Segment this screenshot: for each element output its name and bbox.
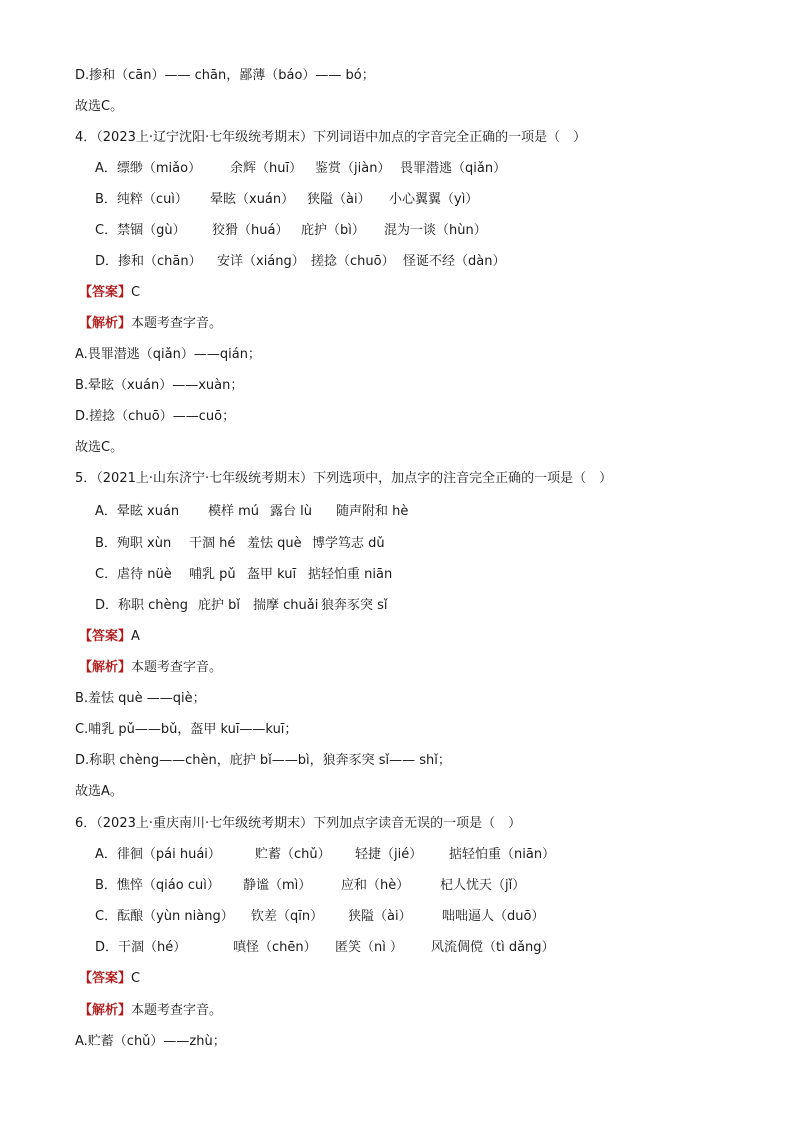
option-item: 混为一谈（hùn）: [384, 223, 487, 238]
analysis-text: 本题考查字音。: [131, 1003, 223, 1018]
q4-option-d: [95, 253, 505, 271]
carryover-correction: D.掺和（cān）—— chān，鄙薄（báo）—— bó；: [75, 68, 375, 83]
option-item: 余辉（huī）: [230, 161, 303, 176]
analysis-tag: 【解析】: [79, 316, 132, 331]
option-item: 干涸 hé: [189, 536, 236, 551]
q6-stem: 6．（2023上·重庆南川·七年级统考期末）下列加点字读音无误的一项是（ ）: [75, 816, 522, 831]
q4-stem: 4．（2023上·辽宁沈阳·七年级统考期末）下列词语中加点的字音完全正确的一项是（ ）: [75, 130, 587, 145]
option-item: 羞怯 què: [247, 536, 302, 551]
option-item: D．干涸（hé）: [95, 940, 187, 955]
option-item: D．称职 chèng: [95, 598, 189, 613]
q4-conclusion: 故选C。: [75, 440, 124, 455]
option-item: 鉴赏（jiàn）: [315, 161, 391, 176]
q6-option-d: [95, 939, 555, 957]
q5-option-d: [95, 597, 388, 615]
q5-correction-d: D.称职 chèng——chèn，庇护 bǐ——bì，狼奔豕突 sǐ—— shǐ；: [75, 753, 451, 768]
q4-answer: [79, 284, 140, 302]
option-item: B．殉职 xùn: [95, 536, 172, 551]
q4-option-a: [95, 160, 506, 178]
answer-value: A: [131, 629, 140, 644]
option-item: 盔甲 kuī: [247, 567, 297, 582]
option-item: A．徘徊（pái huái）: [95, 847, 221, 862]
option-item: 狡猾（huá）: [212, 223, 289, 238]
option-item: 掂轻怕重 niān: [308, 567, 393, 582]
option-item: 揣摩 chuǎi: [253, 598, 319, 613]
q4-correction-d: D.搓捻（chuō）——cuō；: [75, 409, 236, 424]
option-item: 哺乳 pǔ: [189, 567, 236, 582]
option-item: 狼奔豕突 sǐ: [321, 598, 388, 613]
option-item: 随声附和 hè: [336, 504, 409, 519]
q4-option-c: [95, 222, 487, 240]
q5-correction-c: C.哺乳 pǔ——bǔ，盔甲 kuī——kuī；: [75, 722, 298, 737]
option-item: 小心翼翼（yì）: [389, 192, 479, 207]
q5-answer: [79, 628, 140, 646]
option-item: 狭隘（ài）: [307, 192, 371, 207]
option-item: 博学笃志 dǔ: [312, 536, 385, 551]
option-item: 搓捻（chuō）: [311, 254, 395, 269]
option-item: 钦差（qīn）: [251, 909, 324, 924]
option-item: C．禁锢（gù）: [95, 223, 186, 238]
q4-option-b: [95, 191, 478, 209]
answer-tag: 【答案】: [79, 971, 132, 986]
q6-analysis: [79, 1002, 222, 1020]
q5-option-c: [95, 566, 392, 584]
analysis-tag: 【解析】: [79, 1003, 132, 1018]
option-item: 轻捷（jié）: [355, 847, 423, 862]
option-item: B．纯粹（cuì）: [95, 192, 188, 207]
q6-option-b: [95, 877, 525, 895]
option-item: C．酝酿（yùn niàng）: [95, 909, 234, 924]
option-item: 模样 mú: [208, 504, 260, 519]
q4-correction-a: A.畏罪潜逃（qiǎn）——qián；: [75, 347, 261, 362]
option-item: 杞人忧天（jǐ）: [440, 878, 526, 893]
q6-correction-a: A.贮蓄（chǔ）——zhù；: [75, 1034, 226, 1049]
q5-option-b: [95, 535, 385, 553]
option-item: 咄咄逼人（duō）: [442, 909, 545, 924]
answer-tag: 【答案】: [79, 629, 132, 644]
option-item: 静谧（mì）: [243, 878, 312, 893]
q4-correction-b: B.晕眩（xuán）——xuàn；: [75, 378, 244, 393]
carryover-conclusion: 故选C。: [75, 99, 124, 114]
option-item: 晕眩（xuán）: [210, 192, 295, 207]
option-item: A．晕眩 xuán: [95, 504, 180, 519]
q5-option-a: [95, 503, 408, 521]
q6-option-c: [95, 908, 544, 926]
option-item: 嗔怪（chēn）: [233, 940, 317, 955]
option-item: 庇护 bǐ: [198, 598, 240, 613]
option-item: C．虐待 nüè: [95, 567, 172, 582]
analysis-text: 本题考查字音。: [131, 316, 223, 331]
option-item: 怪诞不经（dàn）: [403, 254, 506, 269]
q5-correction-b: B.羞怯 què ——qiè；: [75, 691, 206, 706]
q6-answer: [79, 970, 140, 988]
analysis-tag: 【解析】: [79, 660, 132, 675]
option-item: 畏罪潜逃（qiǎn）: [400, 161, 507, 176]
option-item: 风流倜傥（tì dǎng）: [431, 940, 555, 955]
option-item: 应和（hè）: [341, 878, 410, 893]
q6-option-a: [95, 846, 555, 864]
option-item: 贮蓄（chǔ）: [255, 847, 331, 862]
q5-conclusion: 故选A。: [75, 784, 123, 799]
option-item: D．掺和（chān）: [95, 254, 202, 269]
option-item: 匿笑（nì ）: [335, 940, 403, 955]
option-item: 狭隘（ài）: [348, 909, 412, 924]
answer-value: C: [131, 285, 141, 300]
option-item: 庇护（bì）: [301, 223, 365, 238]
option-item: 掂轻怕重（niān）: [449, 847, 556, 862]
option-item: A．缥缈（miǎo）: [95, 161, 202, 176]
option-item: 安详（xiáng）: [217, 254, 305, 269]
q4-analysis: [79, 315, 222, 333]
q5-stem: 5．（2021上·山东济宁·七年级统考期末）下列选项中，加点字的注音完全正确的一项是（ ）: [75, 471, 613, 486]
answer-tag: 【答案】: [79, 285, 132, 300]
answer-value: C: [131, 971, 141, 986]
analysis-text: 本题考查字音。: [131, 660, 223, 675]
q5-analysis: [79, 659, 222, 677]
option-item: B．憔悴（qiáo cuì）: [95, 878, 220, 893]
option-item: 露台 lù: [270, 504, 312, 519]
